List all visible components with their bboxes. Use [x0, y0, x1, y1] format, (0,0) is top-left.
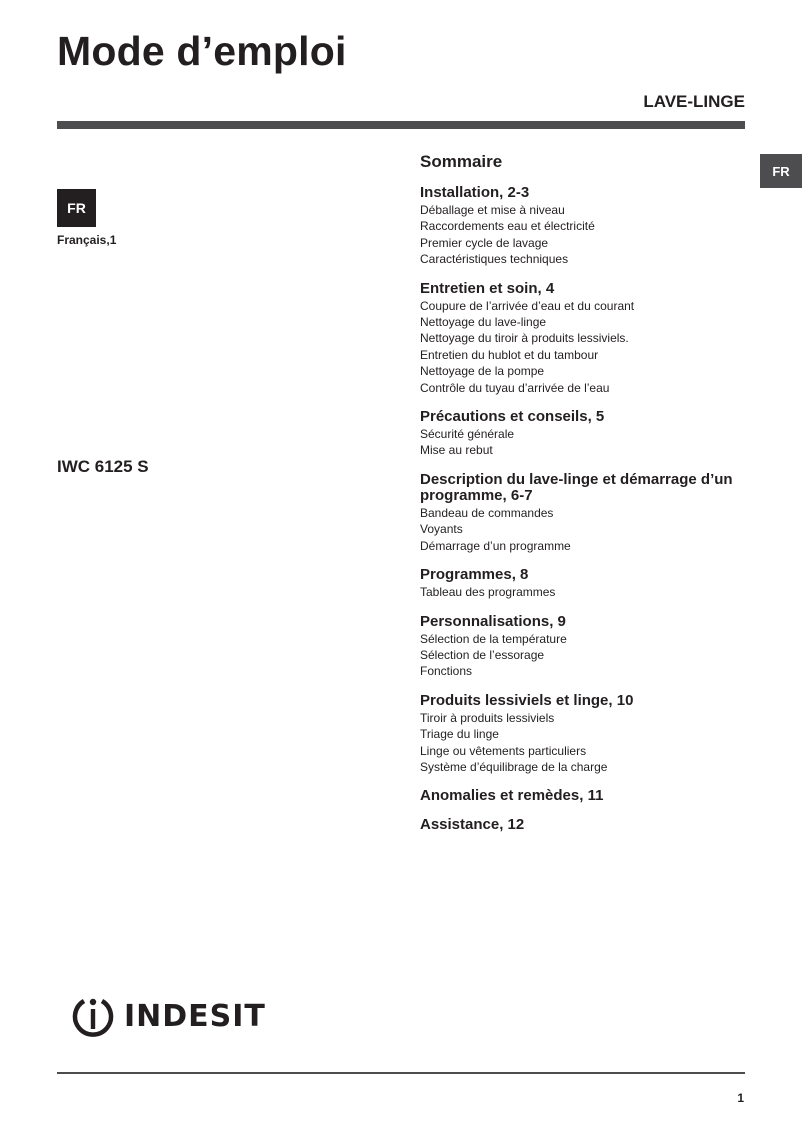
toc-item: Tableau des programmes	[420, 585, 556, 600]
footer-divider	[57, 1072, 745, 1074]
toc-section-title: Installation, 2-3	[420, 184, 530, 201]
toc-section	[420, 185, 750, 268]
indesit-logo-icon	[70, 993, 116, 1039]
toc-item: Système d’équilibrage de la charge	[420, 759, 608, 774]
toc-section-title: Assistance, 12	[420, 816, 525, 834]
toc-heading: Sommaire	[420, 152, 503, 171]
toc-item-list	[420, 426, 750, 459]
toc-section	[420, 817, 750, 833]
toc-section	[420, 409, 750, 459]
toc-item: Coupure de l’arrivée d’eau et du courant	[420, 298, 635, 313]
toc-item: Triage du linge	[420, 727, 499, 742]
toc-item: Raccordements eau et électricité	[420, 219, 595, 234]
toc-section-title: Anomalies et remèdes, 11	[420, 787, 604, 805]
page-title: Mode d’emploi	[57, 28, 347, 74]
toc-item-list	[420, 710, 750, 776]
toc-item: Nettoyage du tiroir à produits lessiviels.	[420, 331, 629, 346]
toc-item: Déballage et mise à niveau	[420, 203, 565, 217]
header-divider	[57, 121, 745, 129]
toc-item: Caractéristiques techniques	[420, 252, 569, 267]
toc-item: Premier cycle de lavage	[420, 235, 549, 250]
toc-section	[420, 281, 750, 396]
toc-item: Linge ou vêtements particuliers	[420, 743, 587, 758]
toc-section-title: Entretien et soin, 4	[420, 279, 555, 297]
toc-item: Voyants	[420, 522, 463, 537]
toc-section	[420, 693, 750, 776]
toc-section	[420, 614, 750, 680]
toc-item-list	[420, 505, 750, 554]
toc-section-title: Personnalisations, 9	[420, 612, 566, 630]
product-type: LAVE-LINGE	[643, 92, 745, 111]
toc-section	[420, 788, 750, 804]
toc-item-list	[420, 631, 750, 680]
model-number: IWC 6125 S	[57, 457, 149, 476]
toc-section-title: Description du lave-linge et démarrage d’un programme, 6-7	[420, 470, 733, 504]
toc-section	[420, 472, 750, 554]
toc-item: Contrôle du tuyau d’arrivée de l’eau	[420, 380, 610, 395]
toc-item: Sélection de la température	[420, 631, 567, 646]
brand-name: INDESIT	[124, 998, 266, 1034]
page-number: 1	[737, 1091, 744, 1105]
toc-section-title: Programmes, 8	[420, 566, 529, 584]
toc-item: Tiroir à produits lessiviels	[420, 710, 555, 725]
toc-item: Démarrage d’un programme	[420, 538, 571, 553]
language-label: Français,1	[57, 233, 117, 247]
toc-item: Nettoyage de la pompe	[420, 364, 545, 379]
toc-section-title: Produits lessiviels et linge, 10	[420, 691, 634, 709]
toc-item-list	[420, 584, 750, 600]
toc-item: Sélection de l’essorage	[420, 647, 545, 662]
toc-item: Entretien du hublot et du tambour	[420, 347, 599, 362]
toc-item: Bandeau de commandes	[420, 505, 554, 520]
toc-section-title: Précautions et conseils, 5	[420, 408, 605, 426]
language-badge	[57, 189, 96, 227]
toc-item: Nettoyage du lave-linge	[420, 315, 547, 330]
toc-item-list	[420, 298, 750, 396]
toc-item-list	[420, 202, 750, 268]
toc-item: Sécurité générale	[420, 427, 515, 442]
toc-section	[420, 567, 750, 600]
brand-logo	[70, 993, 266, 1039]
language-tab	[760, 154, 802, 188]
language-tab-label: FR	[772, 163, 790, 179]
toc-item: Mise au rebut	[420, 443, 493, 458]
language-badge-code: FR	[67, 200, 86, 216]
toc-item: Fonctions	[420, 664, 473, 679]
toc-sections	[420, 185, 750, 833]
table-of-contents	[420, 151, 750, 846]
